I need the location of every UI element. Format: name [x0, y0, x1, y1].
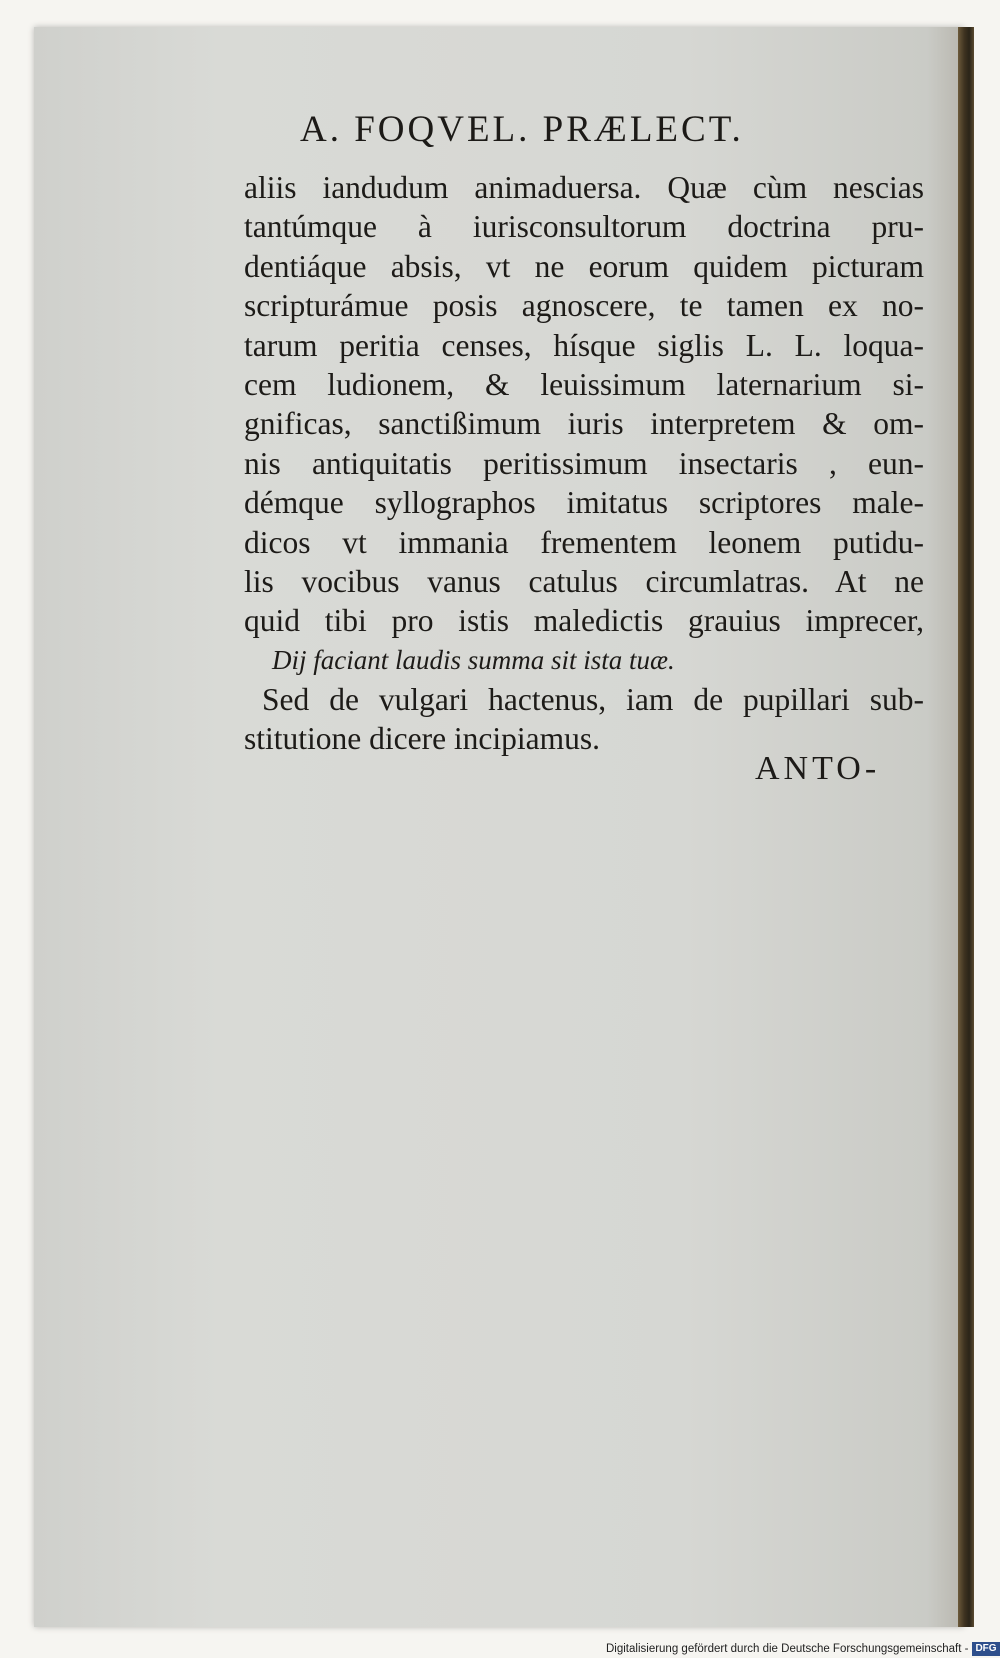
text-line: tarum peritia censes, hísque siglis L. L. loqua- [244, 327, 924, 363]
verse-line: Dij faciant laudis summa sit ista tuæ. [272, 644, 675, 675]
text-line: cem ludionem, & leuissimum laternarium si- [244, 366, 924, 402]
text-line: lis vocibus vanus catulus circumlatras. At ne [244, 563, 924, 599]
text-line: stitutione dicere incipiamus. [244, 721, 601, 757]
text-line: gnificas, sanctißimum iuris interpretem & om- [244, 406, 924, 442]
scan-margin [974, 27, 1000, 1627]
catchword: ANTO- [755, 750, 881, 787]
digitization-credit [606, 1640, 1000, 1658]
book-spine-edge [958, 27, 974, 1627]
credit-text: Digitalisierung gefördert durch die Deutsche Forschungsgemeinschaft - [606, 1643, 969, 1655]
text-line: scripturámue posis agnoscere, te tamen ex no- [244, 288, 924, 324]
text-line: démque syllographos imitatus scriptores male- [244, 485, 924, 521]
text-line: quid tibi pro istis maledictis grauius imprecer, [244, 603, 924, 639]
text-line: aliis iandudum animaduersa. Quæ cùm nescias [244, 170, 924, 205]
running-title: A. FOQVEL. PRÆLECT. [300, 109, 744, 150]
text-line: nis antiquitatis peritissimum insectaris , eun- [244, 445, 924, 481]
text-line: Sed de vulgari hactenus, iam de pupillari sub- [262, 682, 924, 718]
text-line: tantúmque à iurisconsultorum doctrina pru- [244, 209, 924, 245]
text-line: dicos vt immania frementem leonem putidu- [244, 524, 924, 560]
main-text [244, 168, 924, 759]
dfg-logo: DFG [972, 1642, 999, 1656]
text-line: dentiáque absis, vt ne eorum quidem picturam [244, 248, 924, 284]
